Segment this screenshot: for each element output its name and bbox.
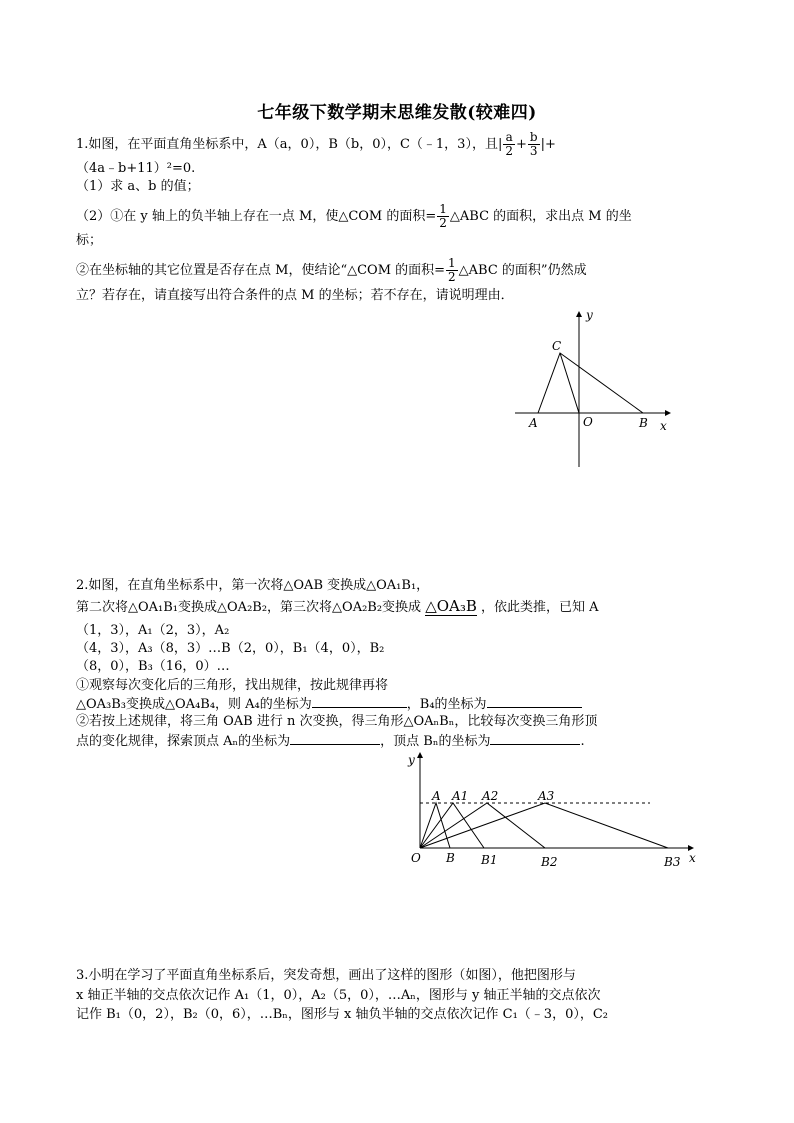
label-a3: A3 [538, 789, 555, 803]
q3-line-2: x 轴正半轴的交点依次记作 A₁（1，0），A₂（5，0），…Aₙ，图形与 y 轴正半轴的交点依次 [76, 988, 601, 1003]
label-x: x [660, 419, 667, 433]
fraction-b-over-3 [528, 131, 540, 158]
label-a: A [432, 789, 441, 803]
label-y: y [586, 308, 593, 322]
q1-line-1 [76, 131, 556, 158]
fraction-a-over-2 [503, 131, 515, 158]
q2-line-7 [76, 695, 582, 714]
label-o: O [411, 851, 421, 865]
fraction-one-half [446, 257, 458, 284]
triangle-abc [538, 353, 643, 413]
plus-sign: + [515, 137, 527, 152]
label-a1: A1 [452, 789, 469, 803]
q2-text: △OA₃B₃变换成△OA₄B₄，则 A₄的坐标为 [76, 697, 312, 712]
label-a: A [529, 416, 538, 430]
q1-text: （2）①在 y 轴上的负半轴上存在一点 M，使△COM 的面积= [76, 209, 437, 224]
q1-text: ②在坐标轴的其它位置是否存在点 M，使结论“△COM 的面积= [76, 263, 446, 278]
q2-text: ，依此类推，已知 A [481, 600, 599, 615]
q2-line-8: ②若按上述规律，将三角 OAB 进行 n 次变换，得三角形△OAₙBₙ，比较每次变换三角形顶 [76, 714, 598, 729]
answer-blank-an[interactable] [290, 732, 380, 745]
q2-line-3: （1，3），A₁（2，3），A₂ [76, 623, 230, 638]
q2-text: 点的变化规律，探索顶点 Aₙ的坐标为 [76, 734, 291, 749]
answer-blank-b4[interactable] [487, 695, 582, 708]
q3-line-3: 记作 B₁（0，2），B₂（0，6），…Bₙ，图形与 x 轴负半轴的交点依次记作 C₁（﹣3，0），C₂ [76, 1007, 609, 1022]
q2-line-4: （4，3），A₃（8，3）…B（2，0），B₁（4，0），B₂ [76, 641, 385, 656]
q2-coordinate-figure [402, 748, 702, 873]
q1-text: △ABC 的面积”仍然成 [458, 263, 587, 278]
denominator: 2 [505, 144, 513, 158]
numerator: a [503, 131, 515, 145]
q2-line-6: ①观察每次变化后的三角形，找出规律，按此规律再将 [76, 678, 389, 693]
q1-line-2: （4a﹣b+11）²=0. [76, 161, 196, 176]
answer-blank-a4[interactable] [312, 695, 407, 708]
label-b1: B1 [481, 853, 498, 867]
numerator: b [529, 130, 538, 144]
q2-text: ，顶点 Bₙ的坐标为 [380, 734, 491, 749]
label-x: x [689, 851, 696, 865]
answer-blank-bn[interactable] [490, 732, 580, 745]
label-y: y [408, 753, 415, 767]
numerator: 1 [448, 256, 456, 270]
denominator: 2 [448, 270, 456, 284]
q1-line-3: （1）求 a、b 的值； [76, 179, 200, 194]
y-axis-arrow [417, 752, 423, 758]
x-axis-arrow [665, 410, 671, 416]
q1-line-6 [76, 257, 587, 284]
label-o: O [583, 415, 593, 429]
q1-line-4 [76, 203, 632, 230]
q2-line-5: （8，0），B₃（16，0）… [76, 659, 230, 674]
denominator: 3 [529, 144, 538, 158]
q2-text: ，B₄的坐标为 [406, 697, 487, 712]
label-b2: B2 [541, 855, 558, 869]
label-a2: A2 [482, 789, 499, 803]
q1-line-5: 标； [76, 233, 103, 248]
label-b3: B3 [664, 855, 681, 869]
q2-line-2 [76, 597, 599, 617]
q3-line-1: 3.小明在学习了平面直角坐标系后，突发奇想，画出了这样的图形（如图），他把图形与 [76, 968, 576, 983]
q1-text: |+ [540, 137, 556, 152]
q1-line-7: 立？若存在，请直接写出符合条件的点 M 的坐标；若不存在，请说明理由． [76, 288, 514, 303]
q2-text: 第二次将△OA₁B₁变换成△OA₂B₂，第三次将△OA₂B₂变换成 [76, 600, 422, 615]
q1-text: △ABC 的面积，求出点 M 的坐 [449, 209, 632, 224]
segment-co [560, 353, 579, 413]
denominator: 2 [439, 216, 447, 230]
label-b: B [639, 416, 648, 430]
label-b: B [446, 851, 455, 865]
q2-line-1: 2.如图，在直角坐标系中，第一次将△OAB 变换成△OA₁B₁， [76, 578, 430, 593]
q1-coordinate-figure [505, 305, 680, 475]
q1-text: 1.如图，在平面直角坐标系中，A（a，0），B（b，0），C（﹣1，3），且| [76, 137, 503, 152]
label-c: C [552, 339, 562, 353]
page-title: 七年级下数学期末思维发散(较难四) [257, 103, 537, 123]
numerator: 1 [439, 202, 447, 216]
fraction-one-half [437, 203, 449, 230]
y-axis-arrow [576, 311, 582, 317]
q2-text: . [580, 734, 585, 749]
triangle-oa3b: △OA₃B [425, 597, 477, 615]
